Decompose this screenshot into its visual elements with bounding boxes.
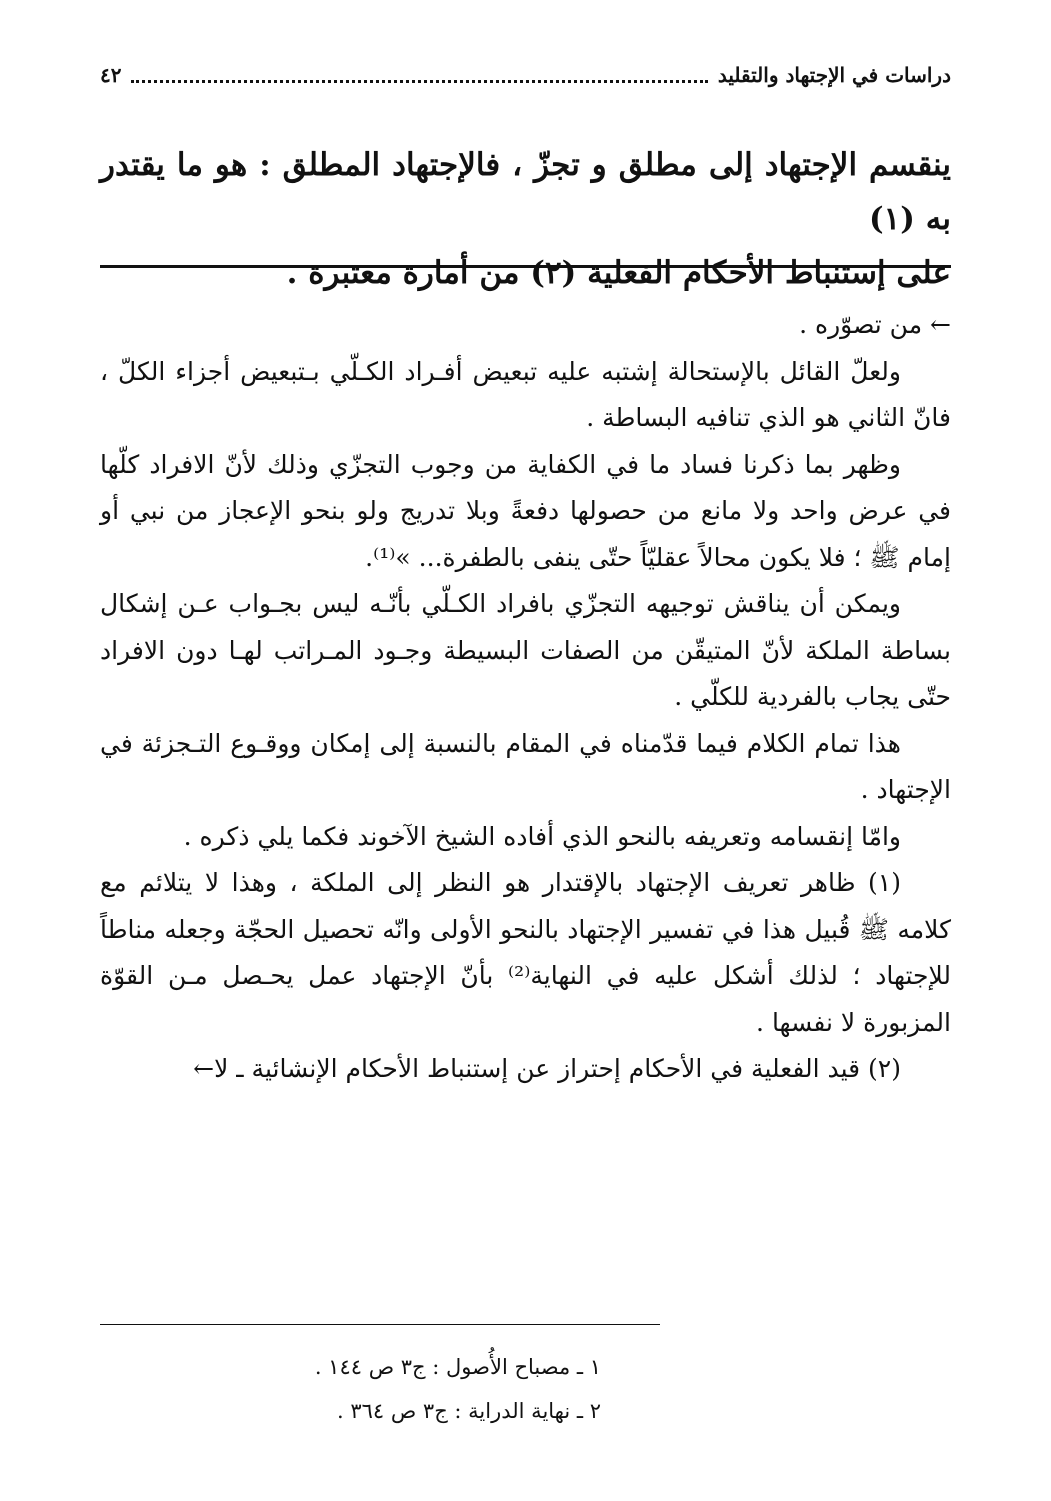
footnotes bbox=[100, 1345, 951, 1433]
book-page bbox=[100, 0, 951, 1501]
main-text-line: ينقسم الإجتهاد إلى مطلق و تجزّ ، فالإجتهاد المطلق : هو ما يقتدر به (١) bbox=[100, 147, 951, 237]
header-leader-dots bbox=[131, 80, 707, 83]
footnote-separator bbox=[100, 1324, 660, 1325]
commentary-paragraph: ويمكن أن يناقش توجيهه التجزّي بافراد الكـلّي بأنّـه ليس بجـواب عـن إشكال بساطة الملكة لأنّ المتيقّن من الصفات البسيطة وجـود المـراتب لهـا دون الافراد حتّى يجاب بالفردية للكلّي . bbox=[100, 589, 951, 711]
running-header bbox=[100, 58, 951, 92]
commentary bbox=[100, 302, 951, 1093]
book-title: دراسات في الإجتهاد والتقليد bbox=[717, 63, 951, 87]
commentary-paragraph: وامّا إنقسامه وتعريفه بالنحو الذي أفاده الشيخ الآخوند فكما يلي ذكره . bbox=[183, 821, 901, 851]
commentary-paragraph: (٢) قيد الفعلية في الأحكام إحتراز عن إستنباط الأحكام الإنشائية ـ لا← bbox=[193, 1054, 901, 1083]
commentary-paragraph: (١) ظاهر تعريف الإجتهاد بالإقتدار هو النظر إلى الملكة ، وهذا لا يتلائم مع كلامه ﷺ قُبيل هذا في تفسير الإجتهاد بالنحو الأولى وانّه تحصيل الحجّة وجعله مناطاً للإجتهاد ؛ لذلك أشكل عليه في النهاية⁽²⁾ بأنّ الإجتهاد عمل يحـصل مـن القوّة المزبورة لا نفسها . bbox=[100, 868, 951, 1037]
commentary-paragraph: ولعلّ القائل بالإستحالة إشتبه عليه تبعيض أفـراد الكـلّي بـتبعيض أجزاء الكلّ ، فانّ الثاني هو الذي تنافيه البساطة . bbox=[100, 356, 951, 432]
main-text bbox=[100, 138, 951, 300]
commentary-paragraph: وظهر بما ذكرنا فساد ما في الكفاية من وجوب التجزّي وذلك لأنّ الافراد كلّها في عرض واحد ولا مانع من حصولها دفعةً وبلا تدريج ولو بنحو الإعجاز من نبي أو إمام ﷺ ؛ فلا يكون محالاً عقليّاً حتّى ينفى بالطفرة... »⁽¹⁾. bbox=[100, 449, 951, 572]
commentary-paragraph: ← من تصوّره . bbox=[799, 310, 951, 339]
page-number: ٤٢ bbox=[100, 63, 122, 87]
main-text-line: على إستنباط الأحكام الفعلية (٢) من أمارة معتبرة . bbox=[286, 255, 951, 291]
commentary-paragraph: هذا تمام الكلام فيما قدّمناه في المقام بالنسبة إلى إمكان ووقـوع التـجزئة في الإجتهاد . bbox=[100, 728, 951, 804]
main-text-separator bbox=[100, 265, 951, 268]
footnote: ٢ ـ نهاية الدراية : ج٣ ص ٣٦٤ . bbox=[336, 1399, 601, 1423]
footnote: ١ ـ مصباح الأُصول : ج٣ ص ١٤٤ . bbox=[314, 1355, 601, 1379]
